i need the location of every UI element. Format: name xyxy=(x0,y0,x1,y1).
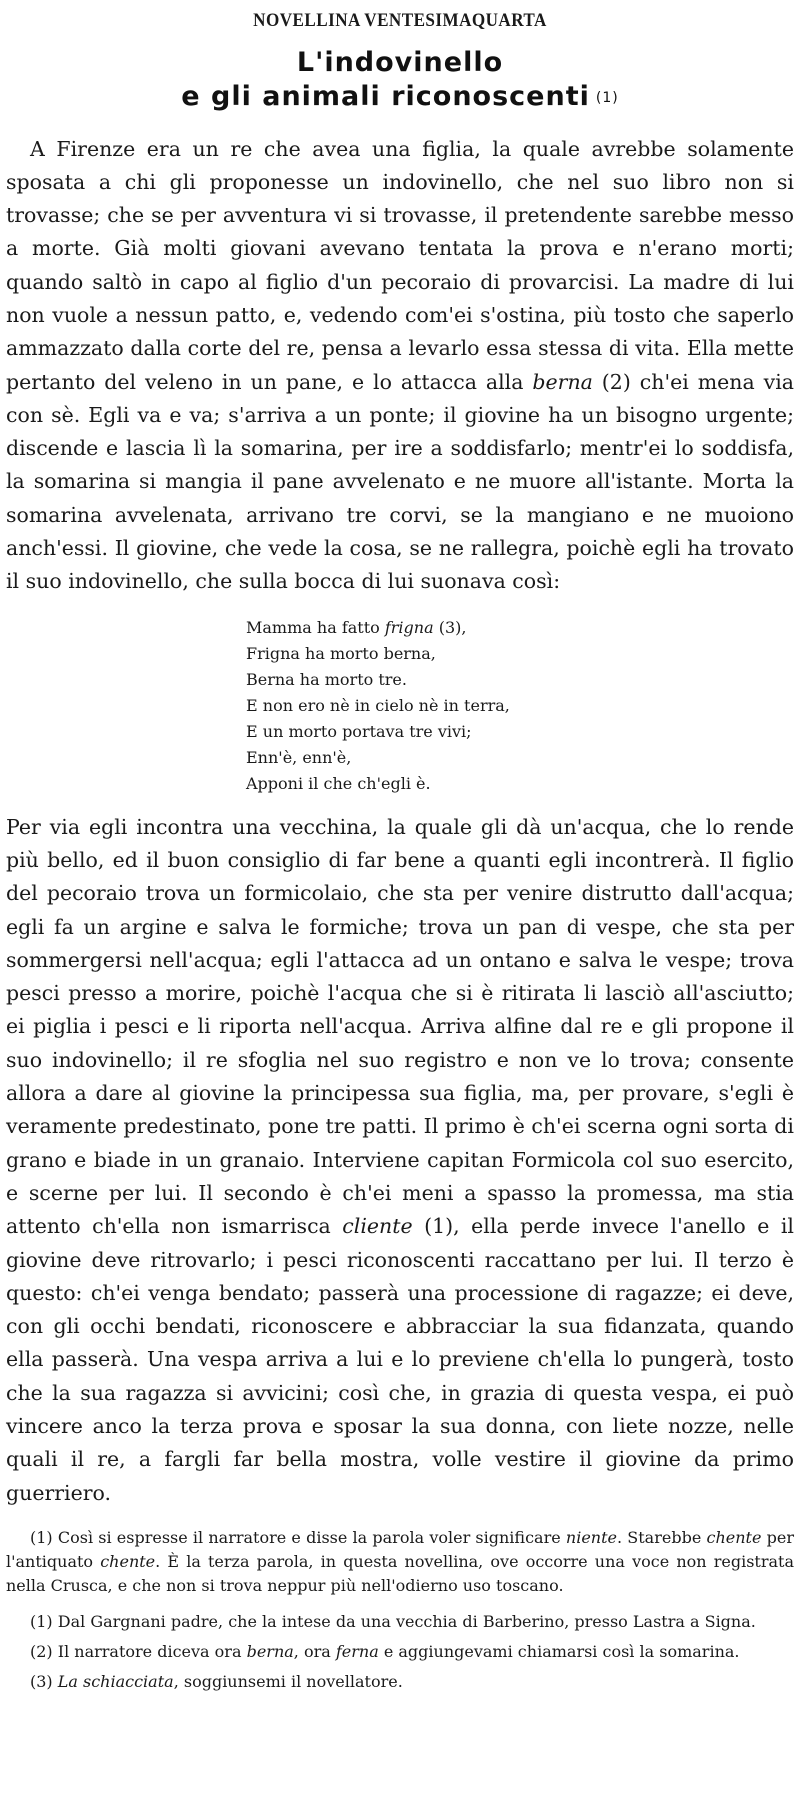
footnote-3-a: (3) xyxy=(30,1671,58,1691)
paragraph-2-italic-cliente: cliente xyxy=(342,1214,413,1239)
verse-line-5: E un morto portava tre vivi; xyxy=(246,721,472,741)
story-title xyxy=(6,46,794,115)
verse-line-1 xyxy=(246,615,794,641)
riddle-verse xyxy=(246,615,794,797)
footnote-3-italic: La schiacciata xyxy=(57,1671,174,1691)
footnote-3 xyxy=(6,1670,794,1694)
paragraph-1-text-a: A Firenze era un re che avea una figlia, la quale avrebbe solamente sposata a chi gli proponesse un indovinello, che nel suo libro non si trovasse; che se per avventura vi si trovasse, il pretendente sarebbe messo a morte. Già molti giovani avevano tentata la prova e n'erano morti; quando saltò in capo al figlio d'un pecoraio di provarcisi. La madre di lui non vuole a nessun patto, e, vedendo com'ei s'ostina, più tosto che saperlo ammazzato dalla corte del re, pensa a levarlo essa stessa di vita. Ella mette pertanto del veleno in un pane, e lo attacca alla xyxy=(6,136,794,394)
footnote-cliente-e: per l'antiquato xyxy=(6,1527,794,1571)
paragraph-1 xyxy=(6,133,794,599)
title-footnote-marker: (1) xyxy=(595,89,619,106)
footnote-1: (1) Dal Gargnani padre, che la intese da una vecchia di Barberino, presso Lastra a Signa. xyxy=(30,1611,756,1631)
paragraph-2-text-c: (1), ella perde invece l'anello e il giovine deve ritrovarlo; i pesci riconoscenti raccattano per lui. Il terzo è questo: ch'ei venga bendato; passerà una processione di ragazze; ei deve, con gli occhi bendati, riconoscere e abbracciar la sua fidanzata, quando ella passerà. Una vespa arriva a lui e lo previene ch'ella lo pungerà, tosto che la sua ragazza si avvicini; così che, in grazia di questa vespa, ei può vincere anco la terza prova e sposar la sua donna, con liete nozze, nelle quali il re, a fargli far bella mostra, volle vestire il giovine da primo guerriero. xyxy=(6,1214,794,1505)
verse-line-1-italic: frigna xyxy=(384,617,434,637)
footnote-cliente-italic-1: niente xyxy=(565,1527,617,1547)
verse-line-2: Frigna ha morto berna, xyxy=(246,643,436,663)
footnote-block-story xyxy=(6,1526,794,1598)
footnote-cliente-a: (1) Così si espresse il narratore e disse la parola voler significare xyxy=(30,1527,566,1547)
footnote-cliente-c: . Starebbe xyxy=(617,1527,707,1547)
footnote-2-italic-ferna: ferna xyxy=(335,1641,379,1661)
footnote-2-c: , ora xyxy=(293,1641,336,1661)
paragraph-2 xyxy=(6,811,794,1510)
paragraph-2-text-a: Per via egli incontra una vecchina, la quale gli dà un'acqua, che lo rende più bello, ed il buon consiglio di far bene a quanti egli incontrerà. Il figlio del pecoraio trova un formicolaio, che sta per venire distrutto dall'acqua; egli fa un argine e salva le formiche; trova un pan di vespe, che sta per sommergersi nell'acqua; egli l'attacca ad un ontano e salva le vespe; trova pesci presso a morire, poichè l'acqua che si è ritirata li lasciò all'asciutto; ei piglia i pesci e li riporta nell'acqua. Arriva alfine dal re e gli propone il suo indovinello; il re sfoglia nel suo registro e non ve lo trova; consente allora a dare al giovine la principessa sua figlia, ma, per provare, s'egli è veramente predestinato, pone tre patti. Il primo è ch'ei scerna ogni sorta di grano e biade in un granaio. Interviene capitan Formicola col suo esercito, e scerne per lui. Il secondo è ch'ei meni a spasso la promessa, ma stia attento ch'ella non ismarrisca xyxy=(6,814,794,1239)
footnote-cliente-italic-3: chente xyxy=(100,1551,156,1571)
verse-line-1-a: Mamma ha fatto xyxy=(246,617,385,637)
footnote-cliente-g: . È la terza parola, in questa novellina, ove occorre una voce non registrata nella Crusca, e che non si trova neppur più nell'odierno uso toscano. xyxy=(6,1551,795,1595)
verse-line-7: Apponi il che ch'egli è. xyxy=(246,773,431,793)
running-header: NOVELLINA VENTESIMAQUARTA xyxy=(253,10,547,31)
footnote-2-a: (2) Il narratore diceva ora xyxy=(30,1641,247,1661)
footnote-cliente xyxy=(6,1526,794,1598)
title-line-2 xyxy=(6,80,794,115)
paragraph-1-italic-berna: berna xyxy=(532,369,593,394)
footnote-3-c: , soggiunsemi il novellatore. xyxy=(173,1671,403,1691)
footnote-block-page xyxy=(6,1610,794,1694)
footnote-2-italic-berna: berna xyxy=(246,1641,294,1661)
verse-line-3: Berna ha morto tre. xyxy=(246,669,407,689)
verse-line-6: Enn'è, enn'è, xyxy=(246,747,352,767)
footnote-2-e: e aggiungevami chiamarsi così la somarina. xyxy=(378,1641,740,1661)
paragraph-1-text-c: (2) ch'ei mena via con sè. Egli va e va; s'arriva a un ponte; il giovine ha un bisogno urgente; discende e lascia lì la somarina, per ire a soddisfarlo; mentr'ei lo soddisfa, la somarina si mangia il pane avvelenato e ne muore all'istante. Morta la somarina avvelenata, arrivano tre corvi, se la mangiano e ne muoiono anch'essi. Il giovine, che vede la cosa, se ne rallegra, poichè egli ha trovato il suo indovinello, che sulla bocca di lui suonava così: xyxy=(6,369,794,594)
verse-line-4: E non ero nè in cielo nè in terra, xyxy=(246,695,510,715)
verse-line-1-c: (3), xyxy=(433,617,467,637)
title-line-2-text: e gli animali riconoscenti xyxy=(181,81,590,112)
title-line-1: L'indovinello xyxy=(296,47,504,78)
footnote-2 xyxy=(6,1640,794,1664)
footnote-cliente-italic-2: chente xyxy=(706,1527,762,1547)
